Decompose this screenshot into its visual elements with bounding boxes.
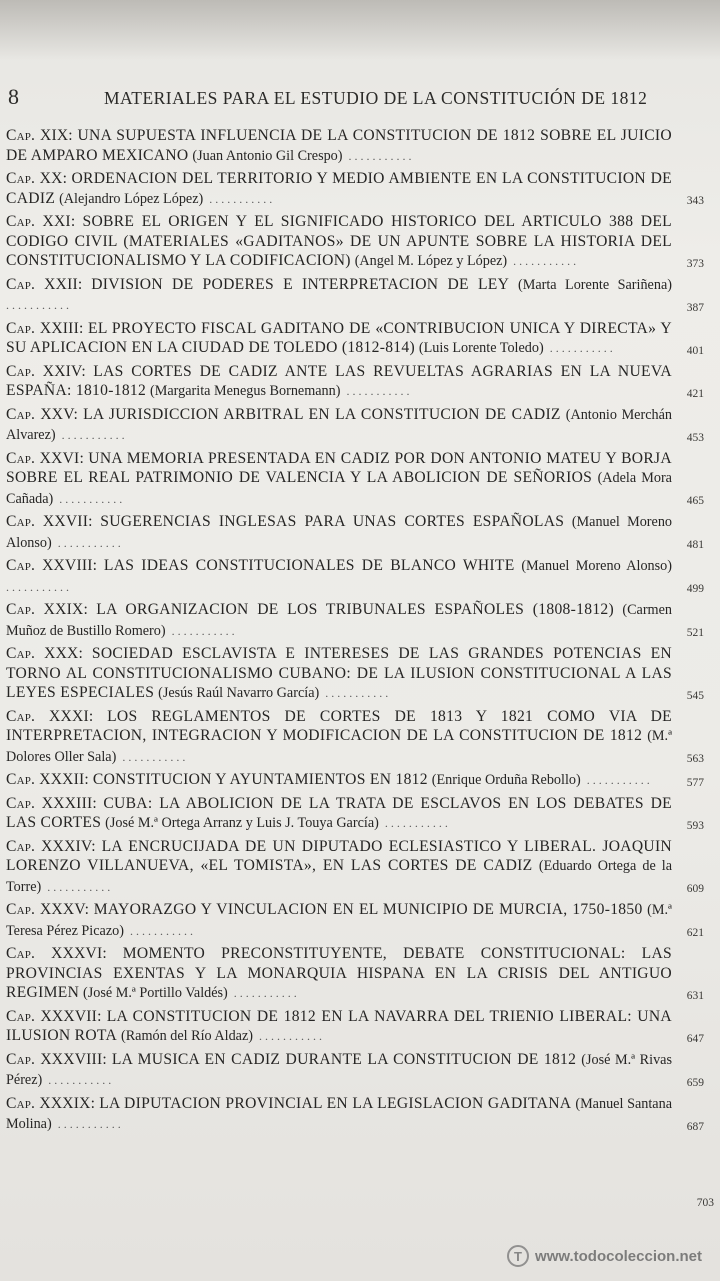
toc-entry-text [6,512,672,553]
chapter-page-number: 453 [686,431,704,444]
toc-entry [6,126,710,166]
chapter-page-number: 521 [686,627,704,639]
chapter-title: SOBRE EL ORIGEN Y EL SIGNIFICADO HISTORICO DEL ARTICULO 388 DEL CODIGO CIVIL (MATERIALES «GADITANOS» DE UN APUNTE SOBRE LA HISTORIA DEL CONSTITUCIONALISMO Y LA CODIFICACION) [6,213,672,269]
chapter-author: (Manuel Moreno Alonso) [6,514,673,551]
watermark-text: www.todocoleccion.net [535,1247,702,1265]
chapter-title: MOMENTO PRECONSTITUYENTE, DEBATE CONSTITUCIONAL: LAS PROVINCIAS EXENTAS Y LA MONARQUIA HISPANA EN LA CRISIS DEL ANTIGUO REGIMEN [6,945,672,1001]
chapter-page-number: 647 [686,1032,704,1045]
chapter-number: Cap. XXVI: [6,449,84,467]
toc-entry-text [6,837,672,898]
chapter-title: DIVISION DE PODERES E INTERPRETACION DE LEY [91,275,510,293]
page-number: 8 [8,84,19,109]
chapter-title: LA ORGANIZACION DE LOS TRIBUNALES ESPAÑOLES (1808-1812) [96,601,615,618]
chapter-page-number: 631 [686,989,704,1002]
toc-entry [6,794,710,834]
chapter-page-number: 577 [686,776,704,789]
dot-leader: ........... [53,491,126,506]
toc-entry [6,169,710,209]
chapter-number: Cap. XXIX: [6,601,88,618]
chapter-page-number: 593 [686,819,704,832]
chapter-number: Cap. XXXVII: [6,1007,102,1025]
toc-entry [6,644,710,704]
toc-entry-text [6,1007,672,1047]
chapter-author: (M.ª Dolores Oller Sala) [6,728,672,765]
dot-leader: ........... [41,879,114,894]
chapter-title: LA ENCRUCIJADA DE UN DIPUTADO ECLESIASTICO Y LIBERAL. JOAQUIN LORENZO VILLANUEVA, «EL TOMISTA», EN LAS CORTES DE CADIZ [6,837,672,874]
toc-entry [6,212,710,272]
chapter-number: Cap. XIX: [6,127,73,144]
toc-entry-text [6,275,672,316]
toc-entry [6,707,710,768]
chapter-author: (Eduardo Ortega de la Torre) [6,858,673,895]
toc-entry [6,900,710,941]
toc-entry [6,1050,710,1091]
toc-entry-text [6,794,672,834]
dot-leader: ........... [319,686,392,700]
toc-entry [6,512,710,553]
chapter-title: LAS IDEAS CONSTITUCIONALES DE BLANCO WHITE [103,557,515,574]
chapter-author: (M.ª Teresa Pérez Picazo) [6,902,672,939]
chapter-title: ORDENACION DEL TERRITORIO Y MEDIO AMBIENTE EN LA CONSTITUCION DE CADIZ [6,170,672,207]
chapter-number: Cap. XXI: [6,213,76,230]
dot-leader: ........... [42,1073,115,1087]
toc-entry-text [6,556,672,597]
chapter-title: EL PROYECTO FISCAL GADITANO DE «CONTRIBUCION UNICA Y DIRECTA» Y SU APLICACION EN LA CIUDAD DE TOLEDO (1812-814) [6,319,672,356]
chapter-author: (Manuel Moreno Alonso) [521,558,672,574]
dot-leader: ........... [123,923,196,938]
toc-entry [6,600,710,641]
toc-entry-text [6,169,672,209]
dot-leader: ........... [580,773,653,787]
chapter-number: Cap. XXXIV: [6,837,96,855]
toc-entry-text [6,362,672,402]
toc-entry-text [6,449,672,510]
chapter-author: (Antonio Merchán Alvarez) [6,406,672,443]
toc-entry [6,405,710,446]
chapter-page-number: 373 [686,257,704,270]
toc-entry [6,319,710,359]
toc-entry [6,556,710,597]
chapter-author: (Angel M. López y López) [354,253,508,269]
dot-leader: ........... [252,1029,325,1043]
toc-entry [6,362,710,402]
chapter-number: Cap. XXXVI: [6,945,107,962]
dot-leader: ........... [227,986,300,1000]
chapter-number: Cap. XXVIII: [6,557,98,574]
chapter-author: (José M.ª Ortega Arranz y Luis J. Touya García) [105,815,379,831]
watermark [507,1245,702,1267]
chapter-author: (Luis Lorente Toledo) [418,340,544,356]
chapter-page-number: 387 [686,301,704,314]
toc-entry-text [6,707,672,768]
chapter-page-number: 421 [686,387,704,400]
toc-entry-text [6,1094,672,1135]
toc-entry-text [6,900,672,941]
toc-entry-text [6,405,672,446]
chapter-number: Cap. XXIV: [6,362,86,380]
chapter-number: Cap. XXII: [6,275,83,293]
chapter-number: Cap. XXXII: [6,771,89,788]
chapter-page-number: 659 [686,1076,704,1089]
chapter-number: Cap. XXIII: [6,319,84,337]
chapter-author: (José M.ª Rivas Pérez) [6,1051,672,1088]
chapter-title: LOS REGLAMENTOS DE CORTES DE 1813 Y 1821 COMO VIA DE INTERPRETACION, INTEGRACION Y MODIFICACION DE LA CONSTITUCION DE 1812 [6,707,672,744]
chapter-title: LAS CORTES DE CADIZ ANTE LAS REVUELTAS AGRARIAS EN LA NUEVA ESPAÑA: 1810-1812 [6,362,672,399]
chapter-page-number: 481 [686,539,704,551]
chapter-title: LA MUSICA EN CADIZ DURANTE LA CONSTITUCION DE 1812 [111,1050,577,1068]
page-shadow [0,0,720,60]
chapter-author: (Jesús Raúl Navarro García) [158,685,320,701]
chapter-title: LA CONSTITUCION DE 1812 EN LA NAVARRA DEL TRIENIO LIBERAL: UNA ILUSION ROTA [6,1007,672,1044]
dot-leader: ........... [116,749,189,764]
dot-leader: ........... [378,816,451,830]
toc-entry-text [6,1050,672,1091]
chapter-title: UNA MEMORIA PRESENTADA EN CADIZ POR DON ANTONIO MATEU Y BORJA SOBRE EL REAL PATRIMONIO DE VALENCIA Y LA ABOLICION DE SEÑORIOS [6,449,672,486]
chapter-page-number: 545 [686,689,704,702]
chapter-number: Cap. XXXIII: [6,794,97,812]
running-title: MATERIALES PARA EL ESTUDIO DE LA CONSTITUCIÓN DE 1812 [104,88,648,108]
chapter-page-number: 609 [686,883,704,895]
todocoleccion-logo-icon: T [507,1245,529,1267]
chapter-number: Cap. XXX: [6,645,84,662]
chapter-number: Cap. XXXV: [6,901,90,918]
dot-leader: ........... [55,428,128,442]
chapter-author: (Margarita Menegus Bornemann) [150,383,341,399]
toc-entry [6,770,710,791]
toc-entry-text [6,319,672,359]
dot-leader: ........... [507,254,580,268]
toc-entry [6,1094,710,1135]
chapter-page-number: 687 [686,1120,704,1133]
chapter-number: Cap. XXV: [6,405,79,423]
chapter-title: LA JURISDICCION ARBITRAL EN LA CONSTITUCION DE CADIZ [83,405,561,423]
dot-leader: ........... [543,341,616,355]
chapter-title: CONSTITUCION Y AYUNTAMIENTOS EN 1812 [92,771,428,788]
toc-entry-text [6,770,672,791]
chapter-page-number: 343 [686,195,704,207]
chapter-title: SUGERENCIAS INGLESAS PARA UNAS CORTES ESPAÑOLAS [100,513,565,530]
dot-leader: ........... [340,384,413,398]
chapter-author: (Manuel Santana Molina) [6,1095,672,1132]
table-of-contents [6,126,710,1138]
dot-leader: ........... [6,579,72,594]
chapter-page-number: 401 [686,344,704,357]
chapter-number: Cap. XXVII: [6,513,93,530]
dot-leader: ........... [6,298,72,312]
chapter-title: SOCIEDAD ESCLAVISTA E INTERESES DE LAS GRANDES POTENCIAS EN TORNO AL CONSTITUCIONALISMO CUBANO: DE LA ILUSION CONSTITUCIONAL A LAS LEYES ESPECIALES [6,645,672,701]
chapter-author: (Adela Mora Cañada) [6,470,672,507]
toc-entry [6,275,710,316]
chapter-number: Cap. XXXVIII: [6,1050,107,1068]
chapter-page-number: 563 [686,753,704,765]
chapter-author: (Alejandro López López) [59,190,204,207]
last-page-ref: 703 [696,1197,714,1209]
toc-entry [6,449,710,510]
chapter-page-number: 465 [686,495,704,507]
chapter-author: (Juan Antonio Gil Crespo) [192,147,343,164]
chapter-page-number: 499 [686,583,704,595]
page-header [8,84,708,110]
chapter-author: (José M.ª Portillo Valdés) [83,985,228,1001]
chapter-author: (Ramón del Río Aldaz) [120,1028,253,1044]
chapter-title: CUBA: LA ABOLICION DE LA TRATA DE ESCLAVOS EN LOS DEBATES DE LAS CORTES [6,794,672,831]
chapter-title: UNA SUPUESTA INFLUENCIA DE LA CONSTITUCION DE 1812 SOBRE EL JUICIO DE AMPARO MEXICANO [6,127,672,164]
dot-leader: ........... [203,191,276,206]
toc-entry-text [6,944,672,1004]
chapter-title: MAYORAZGO Y VINCULACION EN EL MUNICIPIO DE MURCIA, 1750-1850 [93,901,643,918]
toc-entry [6,837,710,898]
chapter-author: (Carmen Muñoz de Bustillo Romero) [6,602,672,639]
chapter-number: Cap. XX: [6,170,68,187]
toc-entry-text [6,212,672,272]
toc-entry-text [6,600,672,641]
dot-leader: ........... [165,623,238,638]
toc-entry [6,1007,710,1047]
dot-leader: ........... [342,148,415,163]
dot-leader: ........... [51,1117,124,1131]
chapter-page-number: 621 [686,927,704,939]
toc-entry-text [6,126,672,166]
chapter-author: (Marta Lorente Sariñena) [517,276,672,293]
chapter-number: Cap. XXXIX: [6,1094,96,1112]
toc-entry [6,944,710,1004]
toc-entry-text [6,644,672,704]
chapter-author: (Enrique Orduña Rebollo) [431,772,581,788]
chapter-title: LA DIPUTACION PROVINCIAL EN LA LEGISLACION GADITANA [99,1094,572,1112]
chapter-number: Cap. XXXI: [6,707,94,725]
dot-leader: ........... [51,535,124,550]
